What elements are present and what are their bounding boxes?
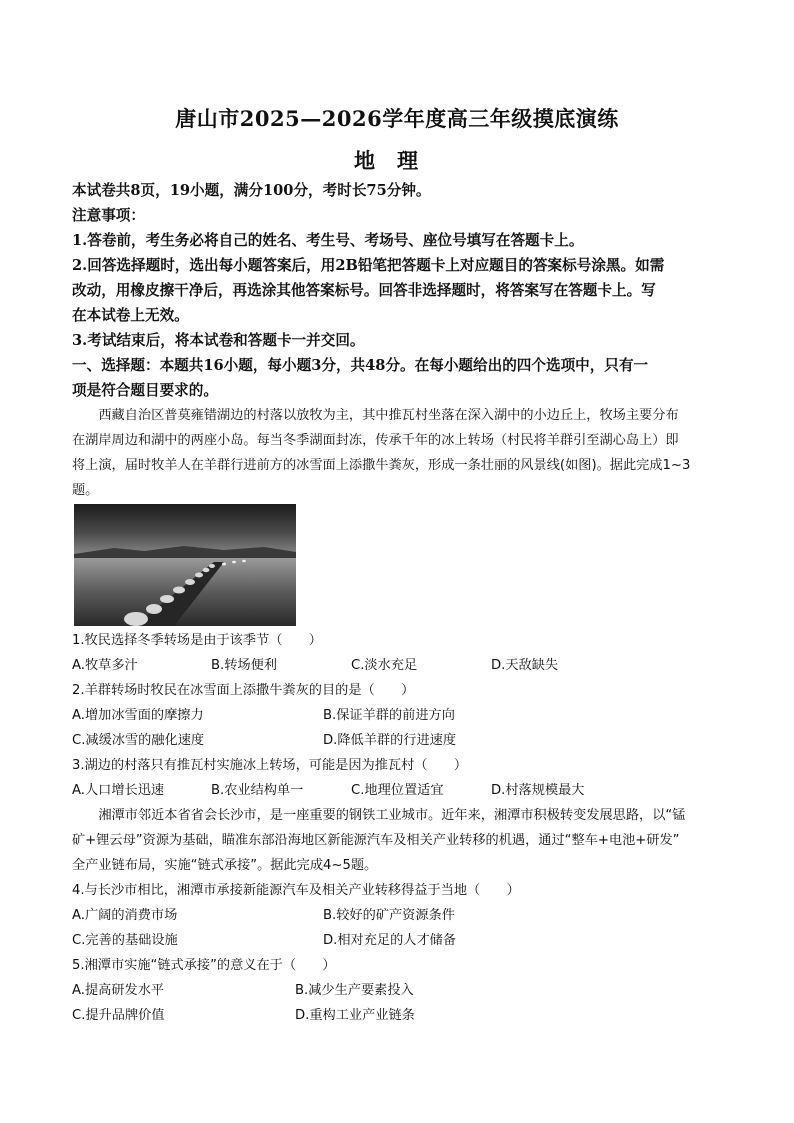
question-stem: 2.羊群转场时牧民在冰雪面上添撒牛粪灰的目的是（ ） (72, 683, 415, 698)
notice-line: 在本试卷上无效。 (72, 307, 189, 324)
lake-migration-photo (74, 504, 296, 626)
passage-line: 矿+锂云母”资源为基础，瞄准东部沿海地区新能源汽车及相关产业转移的机遇，通过“整车+电池+研发” (72, 833, 680, 848)
answer-option[interactable]: C.地理位置适宜 (351, 783, 444, 798)
exam-summary: 本试卷共8页，19小题，满分100分，考时长75分钟。 (72, 182, 431, 199)
question-stem: 1.牧民选择冬季转场是由于该季节（ ） (72, 633, 322, 648)
answer-option[interactable]: C.淡水充足 (351, 658, 418, 673)
photo-illustration (74, 504, 296, 626)
question-stem: 4.与长沙市相比，湘潭市承接新能源汽车及相关产业转移得益于当地（ ） (72, 883, 520, 898)
notice-line: 3.考试结束后，将本试卷和答题卡一并交回。 (72, 332, 365, 349)
answer-option[interactable]: B.减少生产要素投入 (295, 983, 414, 998)
answer-option[interactable]: B.转场便利 (211, 658, 277, 673)
section-heading: 一、选择题：本题共16小题，每小题3分，共48分。在每小题给出的四个选项中，只有一 (72, 357, 649, 374)
answer-option[interactable]: A.广阔的消费市场 (72, 908, 178, 923)
answer-option[interactable]: A.人口增长迅速 (72, 783, 165, 798)
answer-option[interactable]: B.较好的矿产资源条件 (323, 908, 455, 923)
answer-option[interactable]: C.提升品牌价值 (72, 1008, 165, 1023)
answer-option[interactable]: D.降低羊群的行进速度 (323, 733, 457, 748)
answer-option[interactable]: A.增加冰雪面的摩擦力 (72, 708, 204, 723)
passage-line: 全产业链布局，实施“链式承接”。据此完成4~5题。 (72, 858, 378, 873)
notice-heading: 注意事项： (72, 207, 145, 224)
subject-title: 地理 (354, 148, 440, 173)
section-heading: 项是符合题目要求的。 (72, 382, 218, 399)
answer-option[interactable]: D.相对充足的人才储备 (323, 933, 457, 948)
answer-option[interactable]: A.牧草多汁 (72, 658, 138, 673)
answer-option[interactable]: D.重构工业产业链条 (295, 1008, 415, 1023)
answer-option[interactable]: D.天敌缺失 (491, 658, 559, 673)
passage-line: 湘潭市邻近本省省会长沙市，是一座重要的钢铁工业城市。近年来，湘潭市积极转变发展思路，以“锰 (72, 808, 686, 823)
passage-line: 题。 (72, 483, 99, 498)
page-title: 唐山市2025—2026学年度高三年级摸底演练 (175, 106, 619, 131)
notice-line: 1.答卷前，考生务必将自己的姓名、考生号、考场号、座位号填写在答题卡上。 (72, 232, 584, 249)
answer-option[interactable]: B.农业结构单一 (211, 783, 304, 798)
answer-option[interactable]: D.村落规模最大 (491, 783, 585, 798)
passage-line: 西藏自治区普莫雍错湖边的村落以放牧为主，其中推瓦村坐落在深入湖中的小边丘上，牧场主要分布 (72, 408, 679, 423)
answer-option[interactable]: C.减缓冰雪的融化速度 (72, 733, 205, 748)
question-stem: 5.湘潭市实施“链式承接”的意义在于（ ） (72, 958, 336, 973)
answer-option[interactable]: C.完善的基础设施 (72, 933, 178, 948)
question-stem: 3.湖边的村落只有推瓦村实施冰上转场，可能是因为推瓦村（ ） (72, 758, 468, 773)
notice-line: 2.回答选择题时，选出每小题答案后，用2B铅笔把答题卡上对应题目的答案标号涂黑。如需 (72, 257, 665, 274)
answer-option[interactable]: A.提高研发水平 (72, 983, 165, 998)
answer-option[interactable]: B.保证羊群的前进方向 (323, 708, 455, 723)
passage-line: 将上演，届时牧羊人在羊群行进前方的冰雪面上添撒牛粪灰，形成一条壮丽的风景线(如图)。据此完成1~3 (72, 458, 691, 473)
passage-line: 在湖岸周边和湖中的两座小岛。每当冬季湖面封冻，传承千年的冰上转场（村民将羊群引至湖心岛上）即 (72, 433, 679, 448)
notice-line: 改动，用橡皮擦干净后，再选涂其他答案标号。回答非选择题时，将答案写在答题卡上。写 (72, 282, 656, 299)
